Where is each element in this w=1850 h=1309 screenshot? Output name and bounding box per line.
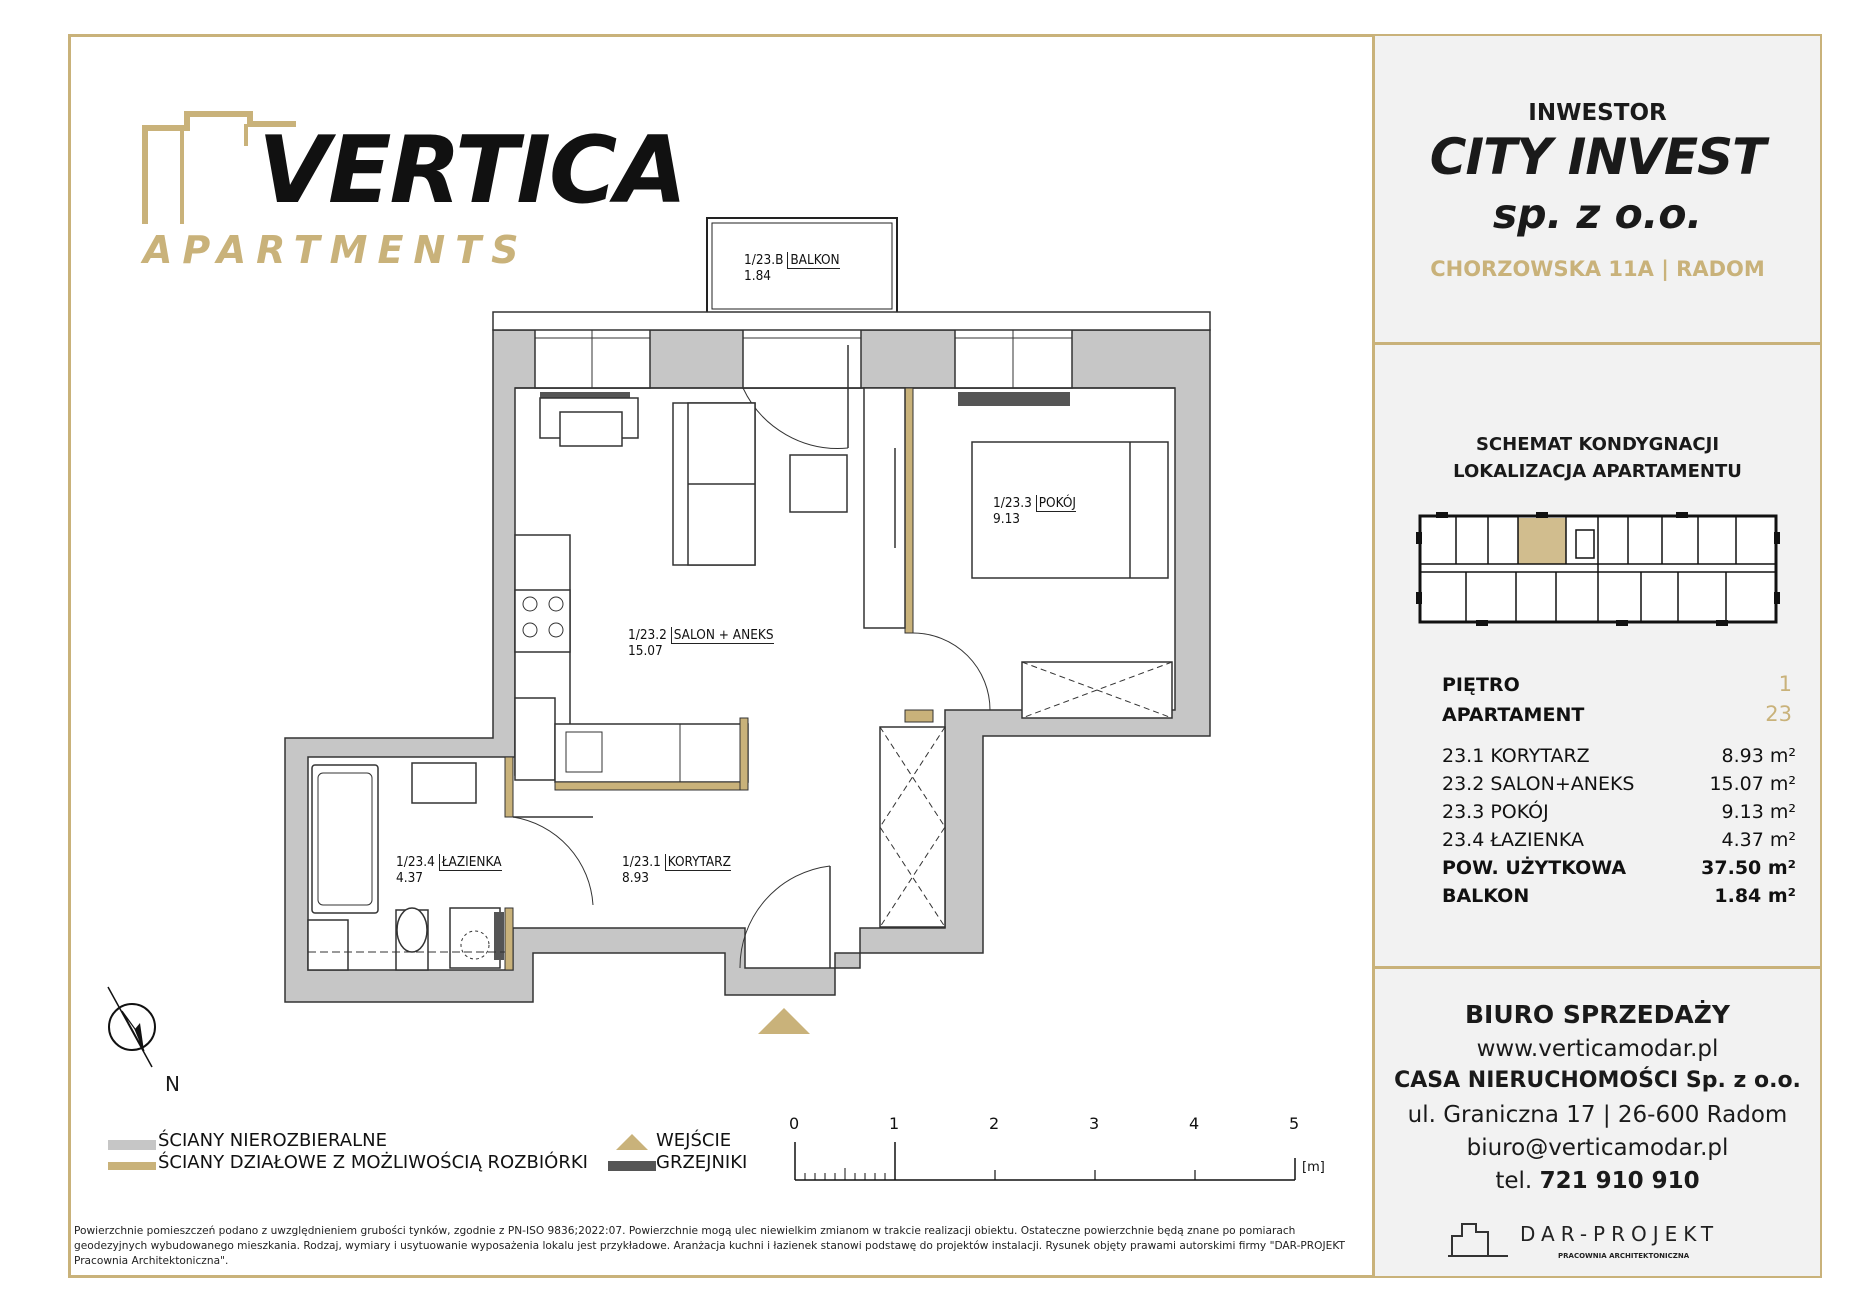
investor-label: INWESTOR xyxy=(1528,100,1667,126)
usable-area-label: POW. UŻYTKOWA xyxy=(1442,857,1627,879)
legend-bearing-swatch xyxy=(108,1140,156,1150)
legend-bearing-walls: ŚCIANY NIEROZBIERALNE xyxy=(158,1130,387,1151)
entrance-marker xyxy=(758,1008,810,1034)
architect-subtitle: PRACOWNIA ARCHITEKTONICZNA xyxy=(1558,1252,1690,1260)
compass-icon xyxy=(100,985,170,1075)
scale-bar xyxy=(780,1140,1320,1190)
usable-area-value: 37.50 m² xyxy=(1701,857,1796,879)
investor-company-line1: CITY INVEST xyxy=(1429,128,1766,186)
panel-separator-2 xyxy=(1375,966,1820,969)
room-name-2: 23.2 SALON+ANEKS xyxy=(1442,773,1635,795)
scale-tick-2: 2 xyxy=(989,1114,1000,1133)
room-area-1: 8.93 m² xyxy=(1721,745,1796,767)
scale-tick-0: 0 xyxy=(789,1114,800,1133)
legend-partition-walls: ŚCIANY DZIAŁOWE Z MOŻLIWOŚCIĄ ROZBIÓRKI xyxy=(158,1152,588,1173)
schema-title-line2: LOKALIZACJA APARTAMENTU xyxy=(1453,461,1742,482)
legend-radiator-swatch xyxy=(608,1161,656,1171)
scale-tick-5: 5 xyxy=(1289,1114,1300,1133)
investor-address: CHORZOWSKA 11A | RADOM xyxy=(1430,257,1765,281)
scale-tick-3: 3 xyxy=(1089,1114,1100,1133)
legend-entrance-icon xyxy=(612,1132,652,1152)
label-bath: 1/23.4 ŁAZIENKA 4.37 xyxy=(396,854,502,886)
sales-email[interactable]: biuro@verticamodar.pl xyxy=(1466,1135,1729,1161)
architect-logo-icon xyxy=(1448,1218,1512,1258)
compass-north-label: N xyxy=(165,1072,180,1096)
label-salon: 1/23.2 SALON + ANEKS 15.07 xyxy=(628,627,774,659)
scale-tick-1: 1 xyxy=(889,1114,900,1133)
label-corridor: 1/23.1 KORYTARZ 8.93 xyxy=(622,854,731,886)
scale-tick-4: 4 xyxy=(1189,1114,1200,1133)
room-name-4: 23.4 ŁAZIENKA xyxy=(1442,829,1584,851)
sales-phone-line xyxy=(1375,1168,1820,1194)
apartment-value: 23 xyxy=(1765,702,1792,726)
room-name-3: 23.3 POKÓJ xyxy=(1442,801,1549,823)
label-room: 1/23.3 POKÓJ 9.13 xyxy=(993,495,1076,527)
building-floor-schema xyxy=(1416,512,1780,628)
room-area-2: 15.07 m² xyxy=(1709,773,1796,795)
apartment-label: APARTAMENT xyxy=(1442,704,1585,726)
investor-company-line2: sp. z o.o. xyxy=(1492,190,1703,238)
architect-name: DAR-PROJEKT xyxy=(1520,1222,1720,1246)
room-area-3: 9.13 m² xyxy=(1721,801,1796,823)
room-name-1: 23.1 KORYTARZ xyxy=(1442,745,1590,767)
floor-label: PIĘTRO xyxy=(1442,674,1520,696)
brand-tagline: APARTMENTS xyxy=(143,228,529,272)
balcony-area-label: BALKON xyxy=(1442,885,1530,907)
balcony-area-value: 1.84 m² xyxy=(1714,885,1796,907)
scale-unit: [m] xyxy=(1302,1160,1325,1175)
sales-phone-prefix: tel. xyxy=(1495,1168,1533,1194)
sales-company: CASA NIERUCHOMOŚCI Sp. z o.o. xyxy=(1394,1068,1801,1093)
brand-name: VERTICA xyxy=(258,116,686,224)
sales-website[interactable]: www.verticamodar.pl xyxy=(1476,1036,1719,1062)
legend-partition-swatch xyxy=(108,1162,156,1170)
room-area-4: 4.37 m² xyxy=(1721,829,1796,851)
sales-title: BIURO SPRZEDAŻY xyxy=(1465,1000,1730,1029)
label-balcony: 1/23.B BALKON 1.84 xyxy=(744,252,840,284)
radiator xyxy=(958,392,1070,406)
legend-entrance: WEJŚCIE xyxy=(656,1130,732,1151)
disclaimer: Powierzchnie pomieszczeń podano z uwzględnieniem grubości tynków, zgodnie z PN-ISO 9836;2022:07. Powierzchnie mogą ulec niewielkim zmianom w trakcie realizacji obiektu. Ostateczne powierzchnie będą znane po pomiarach geodezyjnych wybudowanego mieszkania. Rodzaj, wymiary i usytuowanie wyposażenia lokalu jest przykładowe. Aranżacja kuchni i łazienek stanowi podstawę do projektów instalacji. Rysunek objęty prawami autorskimi firmy "DAR-PROJEKT Pracownia Architektoniczna". xyxy=(74,1225,1345,1267)
sales-address: ul. Graniczna 17 | 26-600 Radom xyxy=(1407,1102,1788,1128)
schema-title-line1: SCHEMAT KONDYGNACJI xyxy=(1475,434,1720,455)
panel-separator-1 xyxy=(1375,342,1820,345)
sales-phone[interactable]: 721 910 910 xyxy=(1539,1168,1700,1194)
floor-value: 1 xyxy=(1778,672,1792,696)
legend-radiators: GRZEJNIKI xyxy=(656,1152,748,1173)
